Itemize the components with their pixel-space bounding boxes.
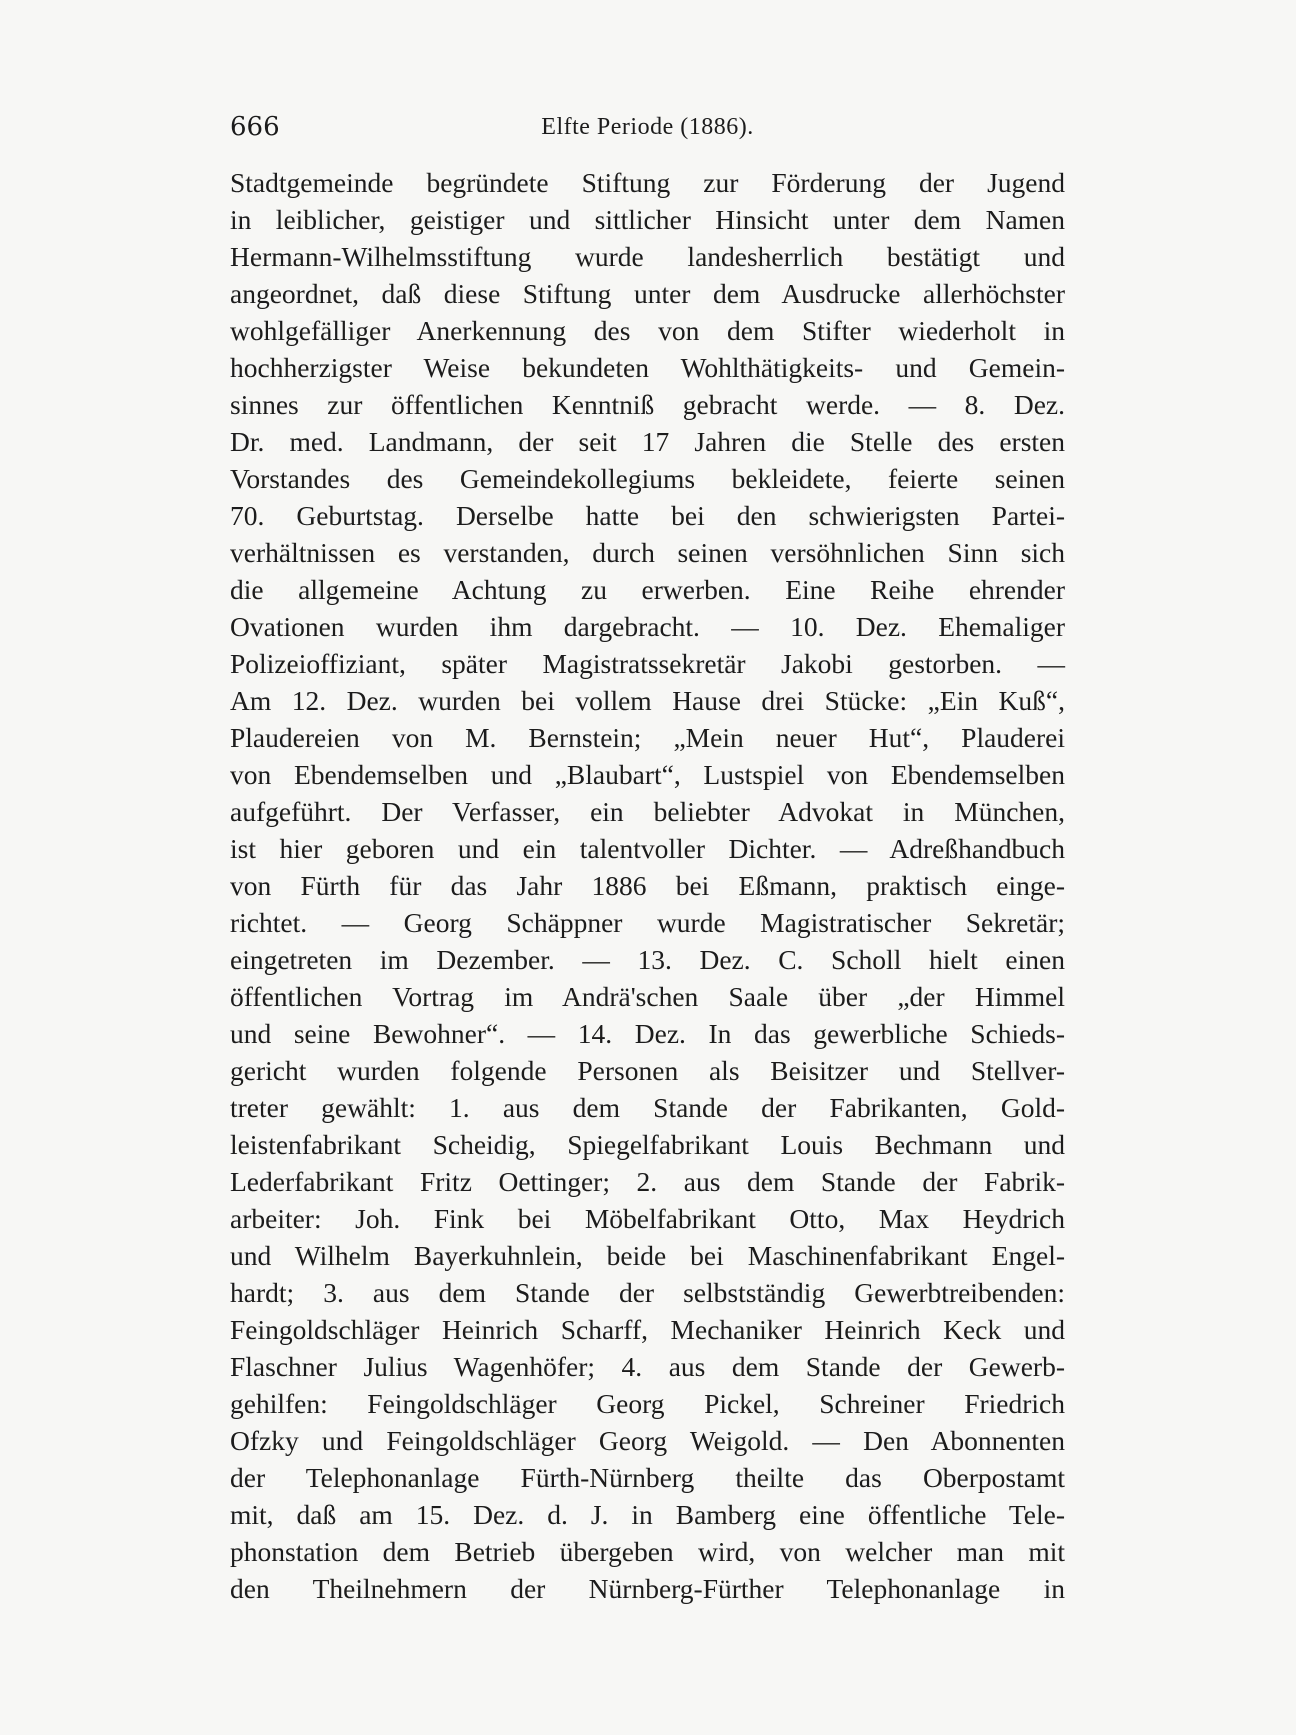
text-line: die allgemeine Achtung zu erwerben. Eine Reihe ehrender <box>230 574 1065 605</box>
text-line: hardt; 3. aus dem Stande der selbstständig Gewerbtreibenden: <box>230 1277 1065 1308</box>
text-line: phonstation dem Betrieb übergeben wird, von welcher man mit <box>230 1536 1065 1567</box>
text-line: Dr. med. Landmann, der seit 17 Jahren die Stelle des ersten <box>230 426 1065 457</box>
text-line: richtet. — Georg Schäppner wurde Magistratischer Sekretär; <box>230 907 1065 938</box>
text-line: und seine Bewohner“. — 14. Dez. In das gewerbliche Schieds- <box>230 1018 1065 1049</box>
text-line: Ovationen wurden ihm dargebracht. — 10. Dez. Ehemaliger <box>230 611 1065 642</box>
text-line: Flaschner Julius Wagenhöfer; 4. aus dem Stande der Gewerb- <box>230 1351 1065 1382</box>
text-line: wohlgefälliger Anerkennung des von dem Stifter wiederholt in <box>230 315 1065 346</box>
text-line: Lederfabrikant Fritz Oettinger; 2. aus dem Stande der Fabrik- <box>230 1166 1065 1197</box>
text-line: mit, daß am 15. Dez. d. J. in Bamberg eine öffentliche Tele- <box>230 1499 1065 1530</box>
text-line: eingetreten im Dezember. — 13. Dez. C. Scholl hielt einen <box>230 944 1065 975</box>
running-head: Elfte Periode (1886). <box>541 114 754 140</box>
text-line: den Theilnehmern der Nürnberg-Fürther Telephonanlage in <box>230 1573 1065 1604</box>
text-line: Feingoldschläger Heinrich Scharff, Mechaniker Heinrich Keck und <box>230 1314 1065 1345</box>
text-line: der Telephonanlage Fürth-Nürnberg theilte das Oberpostamt <box>230 1462 1065 1493</box>
text-line: sinnes zur öffentlichen Kenntniß gebracht werde. — 8. Dez. <box>230 389 1065 420</box>
text-line: aufgeführt. Der Verfasser, ein beliebter Advokat in München, <box>230 796 1065 827</box>
text-line: in leiblicher, geistiger und sittlicher Hinsicht unter dem Namen <box>230 204 1065 235</box>
text-line: und Wilhelm Bayerkuhnlein, beide bei Maschinenfabrikant Engel- <box>230 1240 1065 1271</box>
text-line: angeordnet, daß diese Stiftung unter dem Ausdrucke allerhöchster <box>230 278 1065 309</box>
text-line: arbeiter: Joh. Fink bei Möbelfabrikant Otto, Max Heydrich <box>230 1203 1065 1234</box>
text-line: hochherzigster Weise bekundeten Wohlthätigkeits- und Gemein- <box>230 352 1065 383</box>
text-line: Vorstandes des Gemeindekollegiums bekleidete, feierte seinen <box>230 463 1065 494</box>
page-number: 666 <box>230 112 280 142</box>
text-line: verhältnissen es verstanden, durch seinen versöhnlichen Sinn sich <box>230 537 1065 568</box>
text-line: ist hier geboren und ein talentvoller Dichter. — Adreßhandbuch <box>230 833 1065 864</box>
text-line: Plaudereien von M. Bernstein; „Mein neuer Hut“, Plauderei <box>230 722 1065 753</box>
text-line: Hermann-Wilhelmsstiftung wurde landesherrlich bestätigt und <box>230 241 1065 272</box>
text-line: von Ebendemselben und „Blaubart“, Lustspiel von Ebendemselben <box>230 759 1065 790</box>
page-header <box>230 105 1065 149</box>
text-line: 70. Geburtstag. Derselbe hatte bei den schwierigsten Partei- <box>230 500 1065 531</box>
text-line: Ofzky und Feingoldschläger Georg Weigold. — Den Abonnenten <box>230 1425 1065 1456</box>
text-line: gehilfen: Feingoldschläger Georg Pickel, Schreiner Friedrich <box>230 1388 1065 1419</box>
text-line: Stadtgemeinde begründete Stiftung zur Förderung der Jugend <box>230 167 1065 198</box>
body-text <box>230 164 1065 1607</box>
text-line: treter gewählt: 1. aus dem Stande der Fabrikanten, Gold- <box>230 1092 1065 1123</box>
text-line: von Fürth für das Jahr 1886 bei Eßmann, praktisch einge- <box>230 870 1065 901</box>
text-line: öffentlichen Vortrag im Andrä'schen Saale über „der Himmel <box>230 981 1065 1012</box>
text-line: gericht wurden folgende Personen als Beisitzer und Stellver- <box>230 1055 1065 1086</box>
text-line: leistenfabrikant Scheidig, Spiegelfabrikant Louis Bechmann und <box>230 1129 1065 1160</box>
text-line: Am 12. Dez. wurden bei vollem Hause drei Stücke: „Ein Kuß“, <box>230 685 1065 716</box>
text-line: Polizeioffiziant, später Magistratssekretär Jakobi gestorben. — <box>230 648 1065 679</box>
book-page <box>230 105 1065 1607</box>
